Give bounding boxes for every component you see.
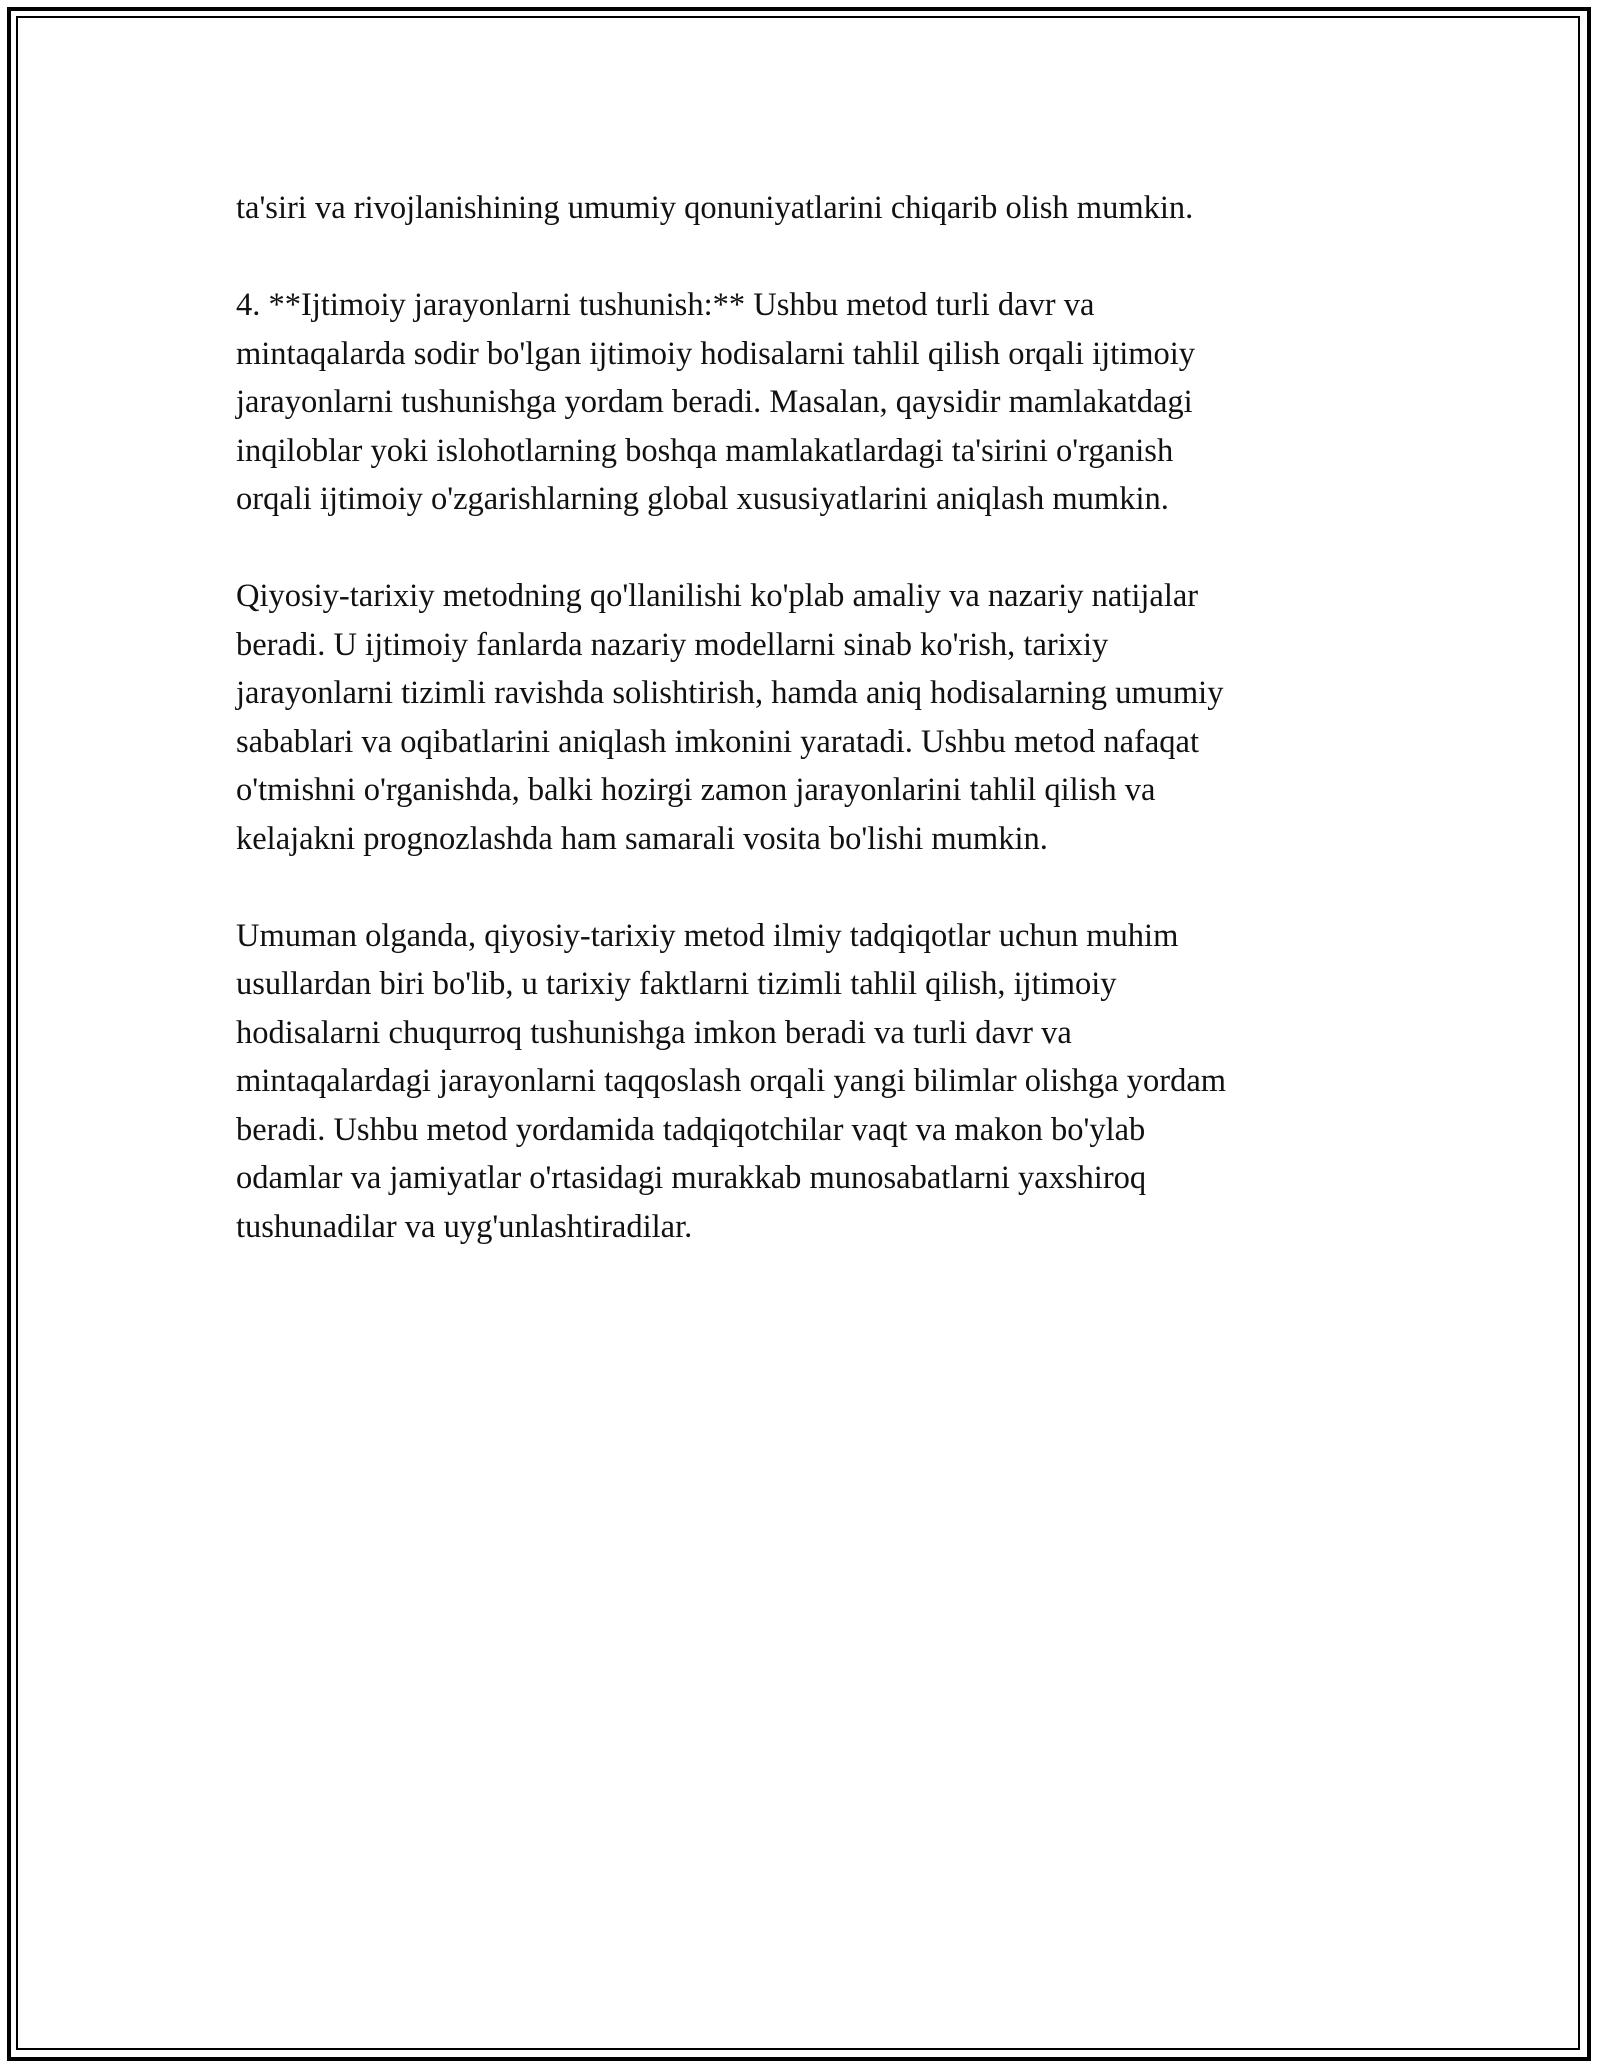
paragraph-continuation: ta'siri va rivojlanishining umumiy qonuniyatlarini chiqarib olish mumkin. bbox=[236, 190, 1194, 226]
paragraph-conclusion: Umuman olganda, qiyosiy-tarixiy metod ilmiy tadqiqotlar uchun muhim usullardan biri bo'lib, u tarixiy faktlarni tizimli tahlil qilish, ijtimoiy hodisalarni chuqurroq tushunishga imkon beradi va turli davr va mintaqalardagi jarayonlarni taqqoslash orqali yangi bilimlar olishga yordam beradi. Ushbu metod yordamida tadqiqotchilar vaqt va makon bo'ylab odamlar va jamiyatlar o'rtasidagi murakkab munosabatlarni yaxshiroq tushunadilar va uyg'unlashtiradilar. bbox=[236, 917, 1227, 1245]
paragraph-method-application: Qiyosiy-tarixiy metodning qo'llanilishi ko'plab amaliy va nazariy natijalar beradi. U ijtimoiy fanlarda nazariy modellarni sinab ko'rish, tarixiy jarayonlarni tizimli ravishda solishtirish, hamda aniq hodisalarning umumiy sabablari va oqibatlarini aniqlash imkonini yaratadi. Ushbu metod nafaqat o'tmishni o'rganishda, balki hozirgi zamon jarayonlarini tahlil qilish va kelajakni prognozlashda ham samarali vosita bo'lishi mumkin. bbox=[236, 578, 1224, 857]
document-body bbox=[236, 184, 1366, 1300]
paragraph-social-processes: 4. **Ijtimoiy jarayonlarni tushunish:** Ushbu metod turli davr va mintaqalarda sodir bo'lgan ijtimoiy hodisalarni tahlil qilish orqali ijtimoiy jarayonlarni tushunishga yordam beradi. Masalan, qaysidir mamlakatdagi inqiloblar yoki islohotlarning boshqa mamlakatlardagi ta'sirini o'rganish orqali ijtimoiy o'zgarishlarning global xususiyatlarini aniqlash mumkin. bbox=[236, 287, 1196, 517]
